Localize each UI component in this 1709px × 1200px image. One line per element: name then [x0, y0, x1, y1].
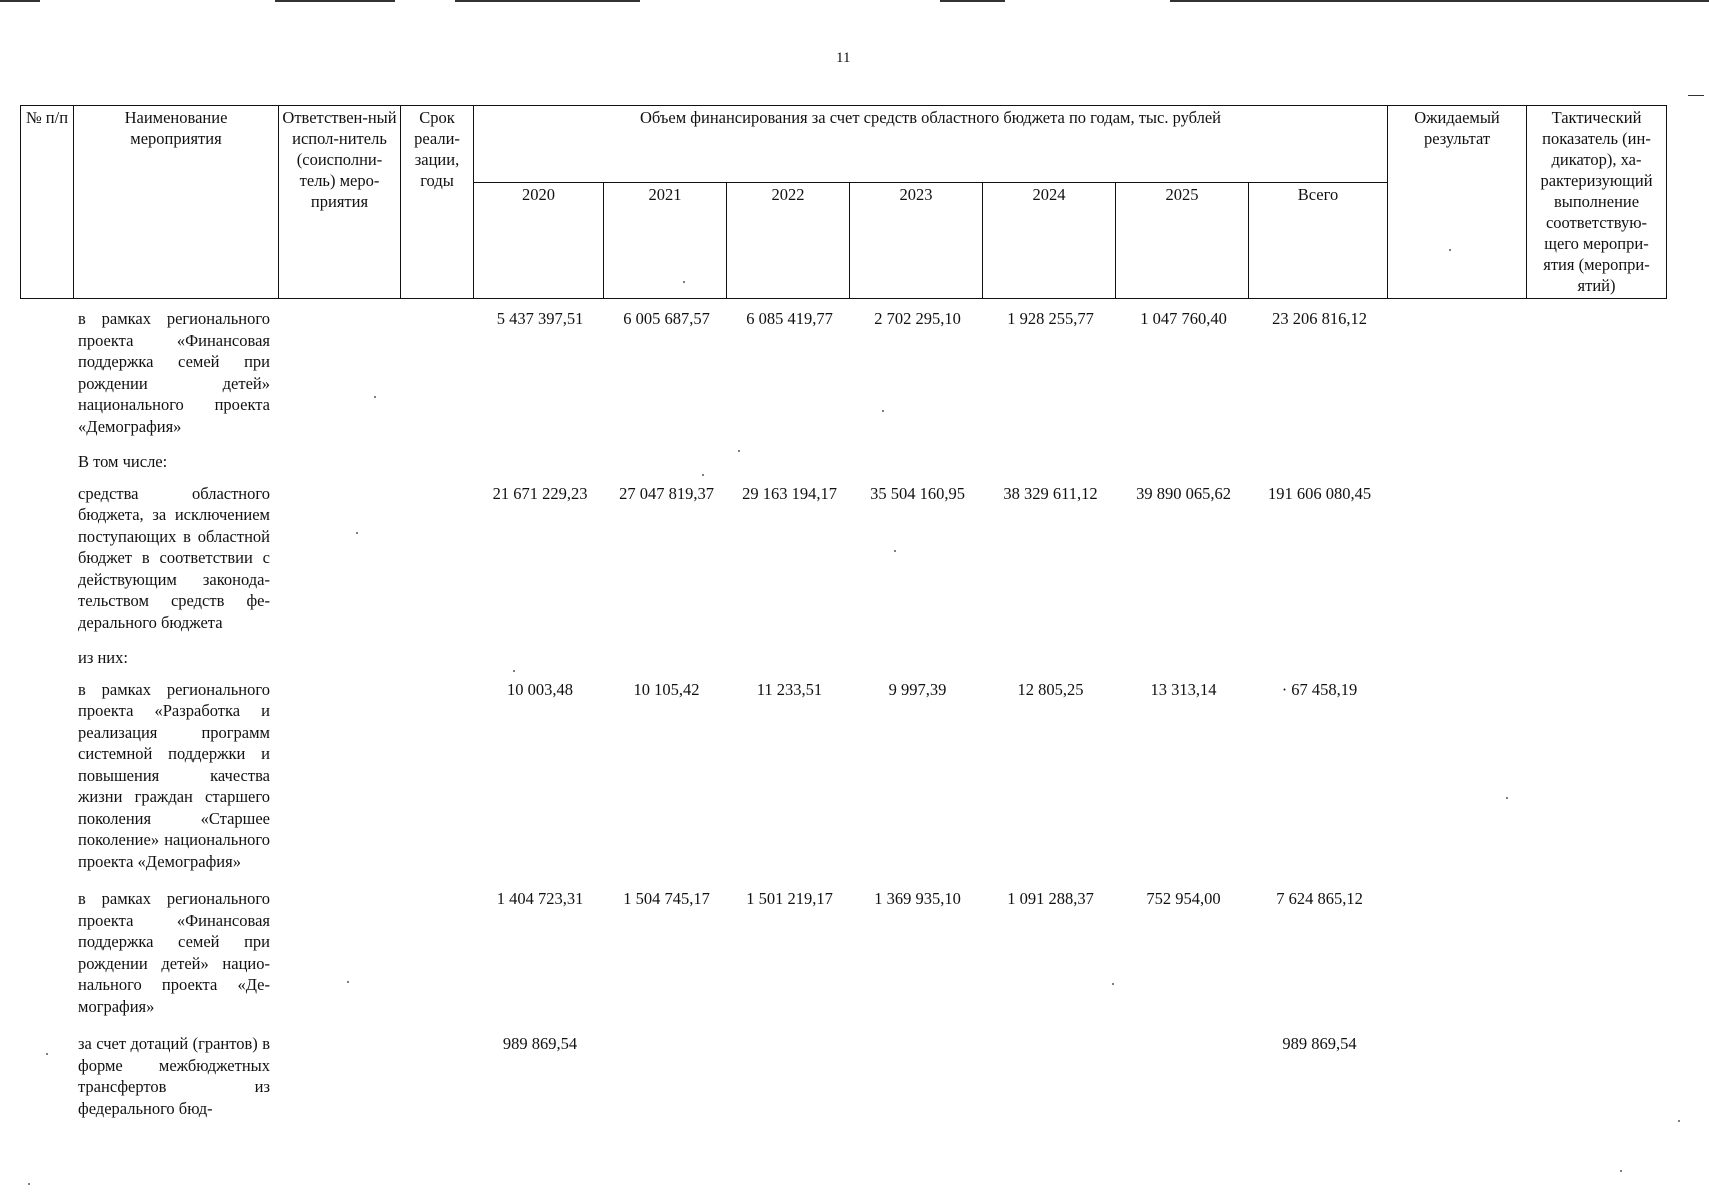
scan-edge-mark — [455, 0, 640, 2]
cell-value: 752 954,00 — [1146, 889, 1221, 908]
header-year: 2022 — [727, 183, 850, 299]
scan-speck — [356, 532, 358, 534]
scan-edge-mark — [940, 0, 1005, 2]
table-header — [20, 105, 1667, 299]
scan-speck — [738, 450, 740, 452]
table-row — [20, 641, 1389, 671]
header-result: Ожидаемый результат — [1388, 106, 1527, 299]
cell-total: 191 606 080,45 — [1267, 483, 1372, 503]
page-number: 11 — [836, 50, 851, 66]
cell-value: 10 105,42 — [633, 679, 700, 699]
table-row — [20, 1025, 1389, 1127]
cell-value: 1 369 935,10 — [874, 889, 961, 908]
header-funding: Объем финансирования за счет средств областного бюджета по годам, тыс. рублей — [474, 106, 1388, 183]
cell-value: 5 437 397,51 — [496, 309, 584, 328]
header-year-total: Всего — [1249, 183, 1388, 299]
row-name: средства областного бюджета, за исключением поступающих в областной бюджет в соответствии с действующим законодательством средств федерального бюджета — [78, 483, 270, 632]
cell-total: 7 624 865,12 — [1276, 889, 1363, 908]
table-row — [20, 475, 1389, 642]
cell-total: · 67 458,19 — [1281, 679, 1358, 699]
funding-table-body — [20, 300, 1389, 1127]
header-responsible: Ответствен-ный испол-нитель (соисполни-тель) меро-приятия — [279, 106, 401, 299]
cell-value — [605, 1025, 728, 1127]
scan-speck — [1112, 983, 1114, 985]
cell-value — [984, 1025, 1117, 1127]
cell-value: 1 504 745,17 — [623, 889, 710, 908]
cell-value: 35 504 160,95 — [870, 483, 965, 503]
cell-total: 23 206 816,12 — [1272, 309, 1367, 328]
table-row — [20, 445, 1389, 475]
scan-edge-mark — [0, 0, 40, 2]
cell-value: 29 163 194,17 — [742, 483, 837, 503]
cell-value — [851, 1025, 984, 1127]
cell-value: 27 047 819,37 — [619, 483, 714, 503]
cell-value: 39 890 065,62 — [1136, 483, 1231, 503]
scan-speck — [882, 410, 884, 412]
scan-edge-mark — [275, 0, 395, 2]
table-row — [20, 671, 1389, 881]
scan-speck — [1620, 1170, 1622, 1172]
scan-edge-mark — [1688, 95, 1704, 96]
cell-value: 12 805,25 — [1017, 679, 1084, 699]
scan-speck — [1449, 249, 1451, 251]
table-row — [20, 880, 1389, 1025]
row-name: в рамках регионального проекта «Финансовая поддержка семей при рождении детей» национального проекта «Демография» — [78, 309, 270, 436]
scan-speck — [683, 281, 685, 283]
scan-speck — [513, 670, 515, 672]
row-name: за счет дотаций (грантов) в форме межбюджетных трансфертов из федерального бюд- — [78, 1034, 270, 1118]
scan-speck — [374, 396, 376, 398]
cell-value: 6 005 687,57 — [623, 309, 710, 328]
row-name: в рамках регионального проекта «Разработка и реализация программ системной поддержки и повышения качества жизни граждан старшего поколения «Старшее поколение» национального проекта «Демография» — [78, 679, 270, 871]
cell-value: 9 997,39 — [888, 679, 947, 699]
cell-value: 21 671 229,23 — [492, 483, 588, 503]
row-name: В том числе: — [78, 452, 168, 471]
cell-value: 1 501 219,17 — [746, 889, 833, 908]
scan-speck — [1506, 797, 1508, 799]
header-name: Наименование мероприятия — [74, 106, 279, 299]
header-year: 2021 — [604, 183, 727, 299]
scan-speck — [702, 474, 704, 476]
cell-value: 1 404 723,31 — [496, 889, 584, 908]
cell-value: 1 091 288,37 — [1007, 889, 1094, 908]
scan-edge-mark — [1170, 0, 1709, 2]
cell-value — [1117, 1025, 1250, 1127]
scan-speck — [347, 981, 349, 983]
header-indicator: Тактический показатель (ин-дикатор), ха-рактеризующий выполнение соответствую-щего меропри-ятия (меропри-ятий) — [1527, 106, 1667, 299]
table-row — [20, 300, 1389, 445]
cell-value — [728, 1025, 851, 1127]
header-year: 2020 — [474, 183, 604, 299]
scan-speck — [1678, 1120, 1680, 1122]
cell-value: 1 047 760,40 — [1140, 309, 1227, 328]
cell-value: 1 928 255,77 — [1007, 309, 1094, 328]
header-year: 2024 — [983, 183, 1116, 299]
row-name: из них: — [78, 648, 128, 667]
cell-value: 989 869,54 — [502, 1034, 578, 1053]
cell-value: 11 233,51 — [756, 679, 823, 699]
header-num: № п/п — [21, 106, 74, 299]
cell-value: 2 702 295,10 — [874, 309, 961, 328]
cell-value: 10 003,48 — [507, 679, 573, 699]
cell-value: 13 313,14 — [1150, 679, 1217, 699]
cell-total: 989 869,54 — [1282, 1034, 1357, 1053]
scan-speck — [894, 550, 896, 552]
cell-value: 38 329 611,12 — [1003, 483, 1098, 503]
cell-value: 6 085 419,77 — [746, 309, 833, 328]
scan-speck — [28, 1183, 30, 1185]
header-term: Срок реали-зации, годы — [401, 106, 474, 299]
header-year: 2023 — [850, 183, 983, 299]
header-year: 2025 — [1116, 183, 1249, 299]
scan-speck — [46, 1053, 48, 1055]
row-name: в рамках регионального проекта «Финансовая поддержка семей при рождении детей» национального проекта «Демография» — [78, 889, 270, 1016]
